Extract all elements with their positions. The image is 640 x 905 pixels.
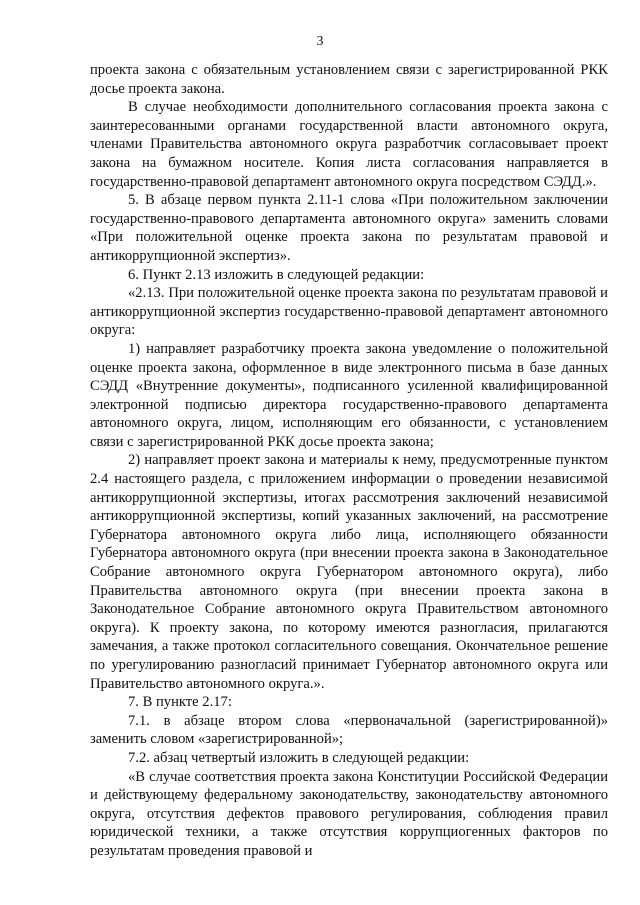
page-number: 3 bbox=[316, 34, 324, 49]
paragraph-continuation: проекта закона с обязательным установлением связи с зарегистрированной РКК досье проекта закона. bbox=[90, 62, 608, 97]
document-body bbox=[90, 61, 608, 861]
paragraph-item-7: 7. В пункте 2.17: bbox=[128, 694, 232, 711]
paragraph-subitem-2: 2) направляет проект закона и материалы к нему, предусмотренные пунктом 2.4 настоящего раздела, с приложением информации о проведении независимой антикоррупционной экспертизы, итогах рассмотрения заключений независимой антикоррупционной экспертизы, копий указанных заключений, на рассмотрение Губернатора автономного округа либо лица, исполняющего обязанности Губернатора автономного округа (при внесении проекта закона в Законодательное Собрание автономного округа Губернатором автономного округа), либо Правительства автономного округа (при внесении проекта закона в Законодательное Собрание автономного округа Правительством автономного округа). К проекту закона, по которому имеются разногласия, прилагаются замечания, а также протокол согласительного совещания. Окончательное решение по урегулированию разногласий принимает Губернатор автономного округа или Правительство автономного округа.». bbox=[90, 452, 608, 692]
paragraph-item-7-2: 7.2. абзац четвертый изложить в следующей редакции: bbox=[128, 749, 470, 766]
paragraph-subitem-1: 1) направляет разработчику проекта закона уведомление о положительной оценке проекта закона, оформленное в виде электронного письма в базе данных СЭДД «Внутренние документы», подписанного усиленной квалифицированной электронной подписью директора государственно-правового департамента автономного округа, лицом, исполняющим его обязанности, с установлением связи с зарегистрированной РКК досье проекта закона; bbox=[90, 340, 608, 450]
paragraph-clause-2-13: «2.13. При положительной оценке проекта закона по результатам правовой и антикоррупционной экспертиз государственно-правовой департамент автономного округа: bbox=[90, 285, 608, 339]
paragraph-quoted-text: «В случае соответствия проекта закона Конституции Российской Федерации и действующему федеральному законодательству, законодательству автономного округа, отсутствия дефектов правового регулирования, соблюдения правил юридической техники, а также отсутствия коррупциогенных факторов по результатам проведения правовой и bbox=[90, 768, 608, 859]
paragraph-item-5: 5. В абзаце первом пункта 2.11-1 слова «При положительном заключении государственно-правового департамента автономного округа» заменить словами «При положительной оценке проекта закона по результатам правовой и антикоррупционной экспертиз». bbox=[90, 192, 608, 264]
paragraph-item-6: 6. Пункт 2.13 изложить в следующей редакции: bbox=[128, 266, 425, 283]
paragraph-approval: В случае необходимости дополнительного согласования проекта закона с заинтересованными органами государственной власти автономного округа, членами Правительства автономного округа разработчик согласовывает проект закона на бумажном носителе. Копия листа согласования направляется в государственно-правовой департамент автономного округа посредством СЭДД.». bbox=[90, 99, 608, 190]
paragraph-item-7-1: 7.1. в абзаце втором слова «первоначальной (зарегистрированной)» заменить словом «зарегистрированной»; bbox=[90, 712, 608, 748]
